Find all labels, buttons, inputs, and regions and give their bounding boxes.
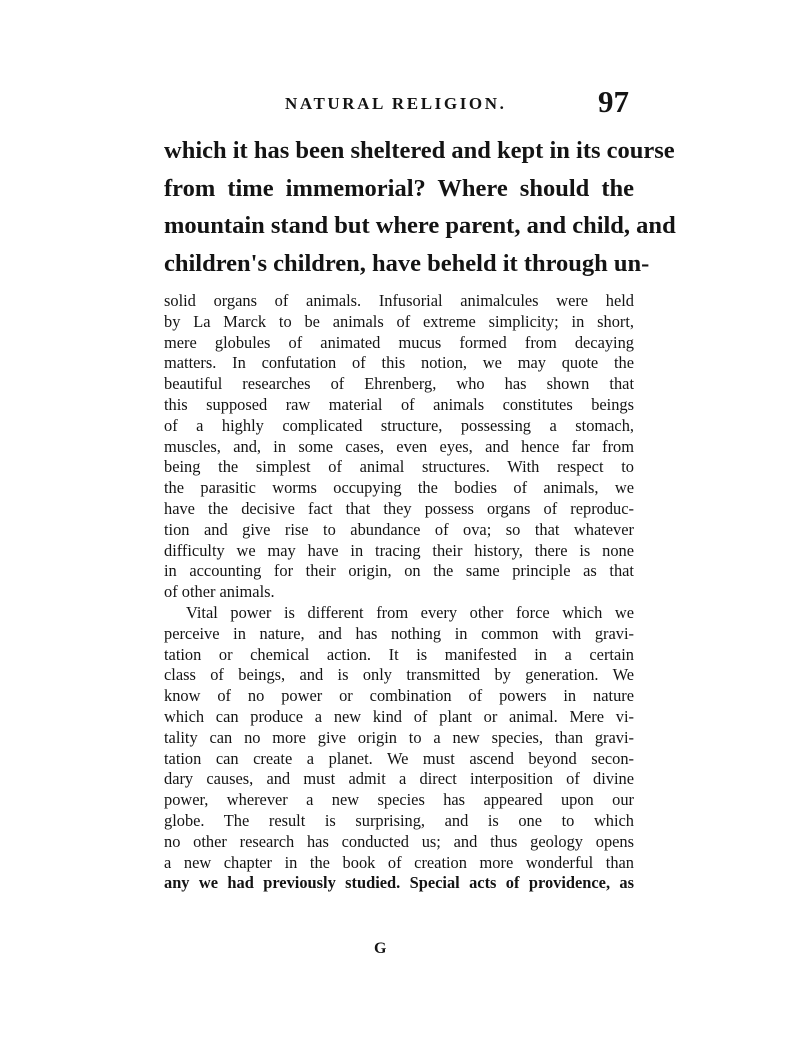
footnote-line: muscles, and, in some cases, even eyes, and hence far from: [164, 436, 634, 456]
footnote-line: Vital power is different from every other force which we: [186, 602, 634, 622]
footnote-line: have the decisive fact that they possess organs of reproduc-: [164, 498, 634, 518]
footnote-line: in accounting for their origin, on the same principle as that: [164, 561, 634, 581]
footnote-line: a new chapter in the book of creation more wonderful than: [164, 852, 634, 872]
footnote-line: know of no power or combination of powers in nature: [164, 686, 634, 706]
footnote-line: tation can create a planet. We must ascend beyond secon-: [164, 748, 634, 768]
footnote-line: tion and give rise to abundance of ova; so that whatever: [164, 519, 634, 539]
footnote-line: which can produce a new kind of plant or animal. Mere vi-: [164, 706, 634, 726]
main-text-line: mountain stand but where parent, and child, and: [164, 212, 676, 239]
footnote-line: solid organs of animals. Infusorial animalcules were held: [164, 291, 634, 310]
footnote-line: beautiful researches of Ehrenberg, who has shown that: [164, 374, 634, 394]
footnote-line: by La Marck to be animals of extreme simplicity; in short,: [164, 311, 634, 331]
signature-mark: G: [374, 940, 387, 957]
footnote-line: power, wherever a new species has appeared upon our: [164, 790, 634, 810]
footnote-line: tation or chemical action. It is manifested in a certain: [164, 644, 634, 664]
footnote-line: mere globules of animated mucus formed from decaying: [164, 332, 634, 352]
main-text-line: from time immemorial? Where should the: [164, 174, 634, 202]
footnote-line: globe. The result is surprising, and is one to which: [164, 810, 634, 830]
footnote-line: of other animals.: [164, 582, 275, 602]
footnote-line: difficulty we may have in tracing their history, there is none: [164, 540, 634, 560]
footnote-line: class of beings, and is only transmitted by generation. We: [164, 665, 634, 685]
footnote-line: perceive in nature, and has nothing in common with gravi-: [164, 623, 634, 643]
footnote-line: dary causes, and must admit a direct interposition of divine: [164, 769, 634, 789]
footnote-line: the parasitic worms occupying the bodies of animals, we: [164, 478, 634, 498]
main-text-line: which it has been sheltered and kept in its course: [164, 137, 675, 164]
footnote-line: no other research has conducted us; and thus geology opens: [164, 831, 634, 851]
running-head: [0, 84, 800, 124]
footnote-line: this supposed raw material of animals constitutes beings: [164, 394, 634, 414]
running-title: NATURAL RELIGION.: [285, 94, 507, 113]
main-text: [164, 132, 676, 282]
footnote: [164, 291, 634, 894]
main-text-line: children's children, have beheld it through un-: [164, 249, 650, 277]
footnote-line: of a highly complicated structure, possessing a stomach,: [164, 415, 634, 435]
footnote-line: tality can no more give origin to a new species, than gravi-: [164, 727, 634, 747]
footnote-line: any we had previously studied. Special acts of providence, as: [164, 873, 634, 893]
footnote-line: being the simplest of animal structures. With respect to: [164, 457, 634, 477]
footnote-line: matters. In confutation of this notion, we may quote the: [164, 353, 634, 373]
page-number: 97: [598, 84, 629, 119]
